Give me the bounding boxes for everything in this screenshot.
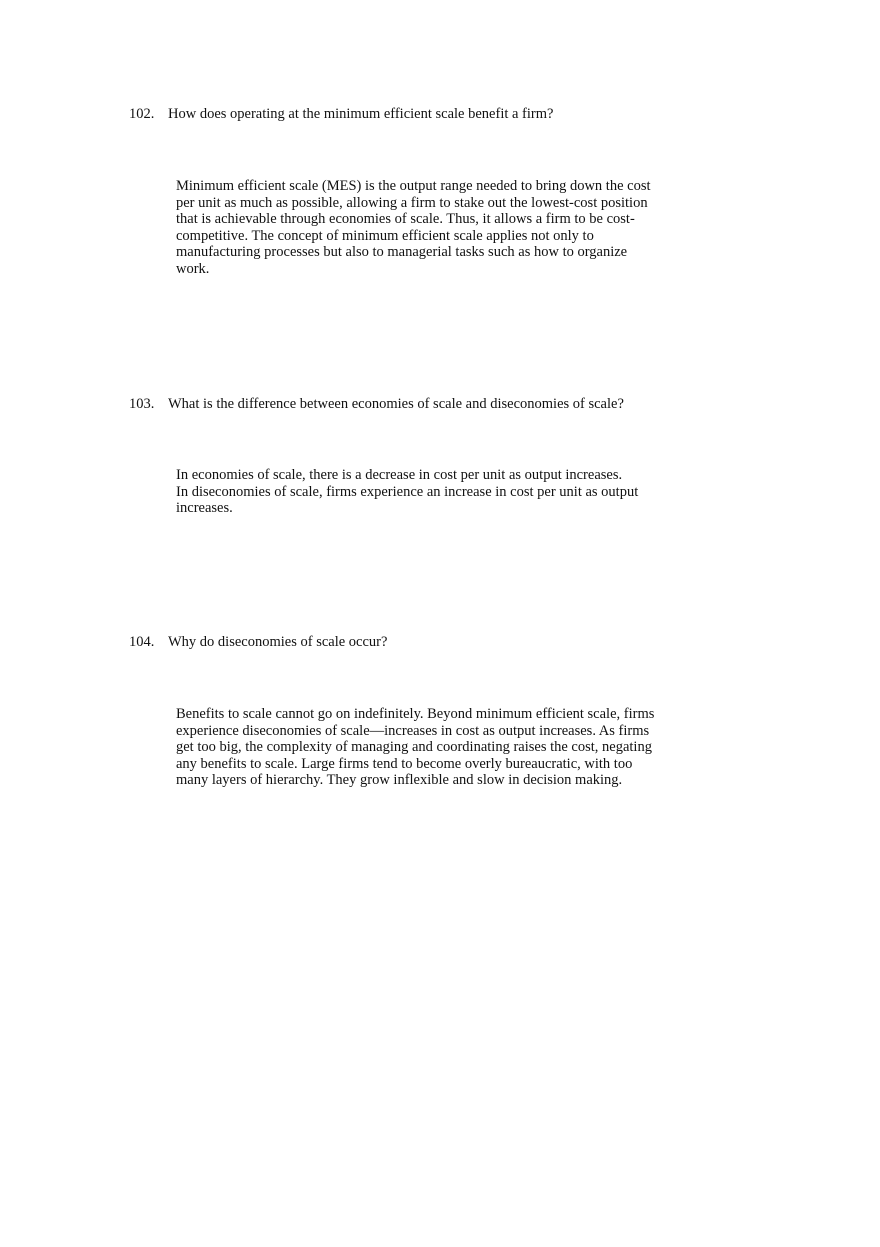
question-102 <box>129 106 769 123</box>
question-103 <box>129 396 769 413</box>
question-104 <box>129 634 769 651</box>
question-text: How does operating at the minimum efficient scale benefit a firm? <box>168 106 554 122</box>
answer-104: Benefits to scale cannot go on indefinitely. Beyond minimum efficient scale, firms experience diseconomies of scale—increases in cost as output increases. As firms get too big, the complexity of managing and coordinating raises the cost, negating any benefits to scale. Large firms tend to become overly bureaucratic, with too many layers of hierarchy. They grow inflexible and slow in decision making. <box>176 706 655 789</box>
question-number: 103. <box>129 396 155 412</box>
answer-103: In economies of scale, there is a decrease in cost per unit as output increases. In diseconomies of scale, firms experience an increase in cost per unit as output increases. <box>176 467 639 517</box>
answer-102: Minimum efficient scale (MES) is the output range needed to bring down the cost per unit as much as possible, allowing a firm to stake out the lowest-cost position that is achievable through economies of scale. Thus, it allows a firm to be cost- competitive. The concept of minimum efficient scale applies not only to manufacturing processes but also to managerial tasks such as how to organize work. <box>176 178 651 277</box>
question-text: Why do diseconomies of scale occur? <box>168 634 388 650</box>
question-number: 104. <box>129 634 155 650</box>
question-text: What is the difference between economies of scale and diseconomies of scale? <box>168 396 624 412</box>
question-number: 102. <box>129 106 155 122</box>
